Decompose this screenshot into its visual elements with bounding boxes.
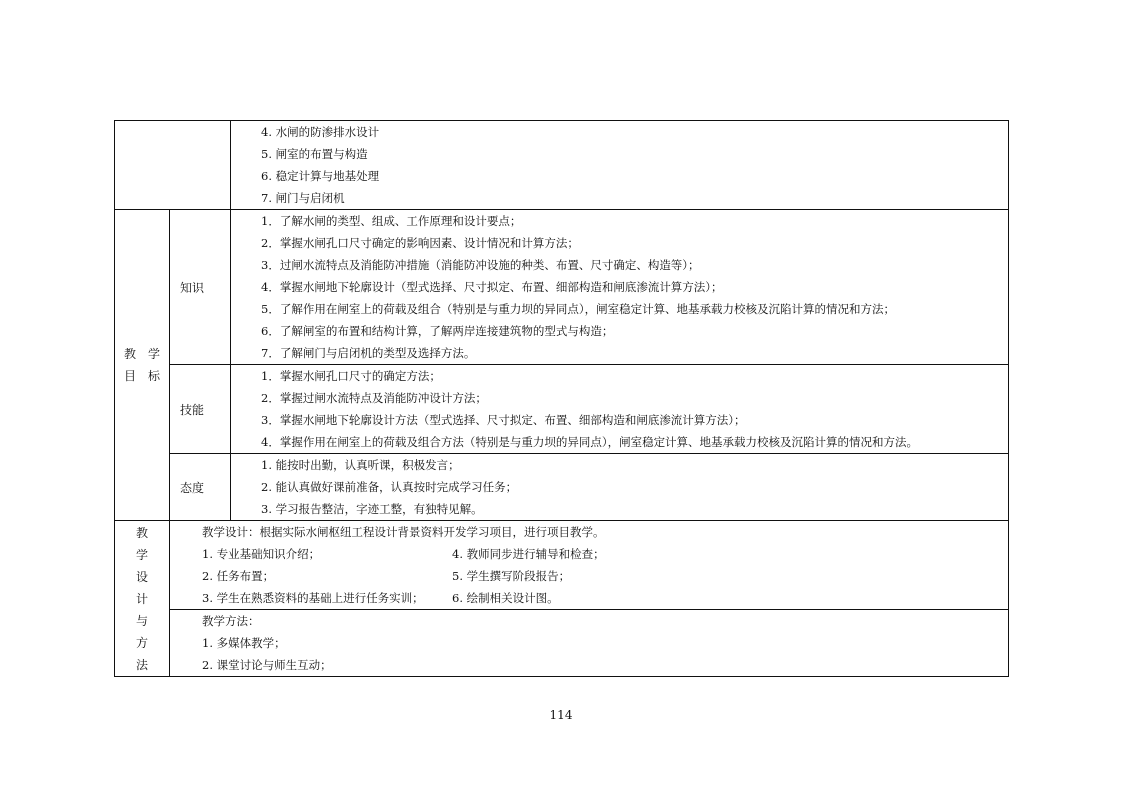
design-step: 4. 教师同步进行辅导和检查； (452, 547, 605, 561)
design-method-label-char: 法 (135, 657, 148, 672)
objectives-label-line: 教 学 (123, 347, 160, 361)
design-method-label-char: 教 (135, 525, 148, 540)
teaching-design-heading: 教学设计：根据实际水闸枢纽工程设计背景资料开发学习项目，进行项目教学。 (202, 525, 605, 539)
knowledge-item: 7．了解闸门与启闭机的类型及选择方法。 (261, 346, 476, 360)
knowledge-item: 4．掌握水闸地下轮廓设计（型式选择、尺寸拟定、布置、细部构造和闸底渗流计算方法）； (261, 280, 723, 294)
design-step: 3. 学生在熟悉资料的基础上进行任务实训； (202, 591, 424, 605)
topic-item: 7. 闸门与启闭机 (261, 191, 345, 205)
objectives-label-cell (115, 210, 170, 521)
skill-item: 1．掌握水闸孔口尺寸的确定方法； (261, 369, 441, 383)
page-number: 114 (549, 708, 573, 722)
teaching-method-cell (170, 610, 1009, 677)
knowledge-item: 6．了解闸室的布置和结构计算，了解两岸连接建筑物的型式与构造； (261, 324, 614, 338)
content-continuation-row (115, 121, 1009, 210)
design-method-label-char: 设 (135, 569, 148, 584)
attitude-items-cell (231, 454, 1009, 521)
topic-item: 5. 闸室的布置与构造 (261, 147, 368, 161)
skill-item: 2．掌握过闸水流特点及消能防冲设计方法； (261, 391, 487, 405)
skill-items-cell (231, 365, 1009, 454)
design-method-label-cell (115, 521, 170, 677)
design-step: 6. 绘制相关设计图。 (452, 591, 559, 605)
attitude-label: 态度 (170, 454, 231, 521)
content-topics-cell (231, 121, 1009, 210)
design-step: 5. 学生撰写阶段报告； (452, 569, 571, 583)
method-item: 1. 多媒体教学； (202, 636, 286, 650)
objectives-attitude-row (115, 454, 1009, 521)
attitude-item: 2. 能认真做好课前准备，认真按时完成学习任务； (261, 480, 518, 494)
design-method-label-char: 方 (135, 635, 148, 650)
design-method-label-char: 与 (135, 613, 148, 628)
method-item: 2. 课堂讨论与师生互动； (202, 658, 332, 672)
knowledge-item: 1．了解水闸的类型、组成、工作原理和设计要点； (261, 214, 522, 228)
teaching-design-row (115, 521, 1009, 610)
attitude-item: 3. 学习报告整洁，字迹工整，有独特见解。 (261, 502, 483, 516)
attitude-item: 1. 能按时出勤，认真听课，积极发言； (261, 458, 460, 472)
design-step: 1. 专业基础知识介绍； (202, 547, 321, 561)
objectives-skill-row (115, 365, 1009, 454)
topic-item: 4. 水闸的防渗排水设计 (261, 125, 380, 139)
objectives-label-line: 目 标 (123, 369, 160, 383)
skill-item: 4．掌握作用在闸室上的荷载及组合方法（特别是与重力坝的异同点），闸室稳定计算、地基承载力校核及沉陷计算的情况和方法。 (261, 435, 919, 449)
knowledge-label: 知识 (170, 210, 231, 365)
teaching-method-row (115, 610, 1009, 677)
knowledge-item: 2．掌握水闸孔口尺寸确定的影响因素、设计情况和计算方法； (261, 236, 579, 250)
skill-item: 3．掌握水闸地下轮廓设计方法（型式选择、尺寸拟定、布置、细部构造和闸底渗流计算方法）； (261, 413, 746, 427)
skill-label: 技能 (170, 365, 231, 454)
syllabus-table (114, 120, 1009, 677)
design-method-label-char: 学 (135, 547, 148, 562)
knowledge-item: 3．过闸水流特点及消能防冲措施（消能防冲设施的种类、布置、尺寸确定、构造等）； (261, 258, 700, 272)
objectives-knowledge-row (115, 210, 1009, 365)
design-step: 2. 任务布置； (202, 569, 275, 583)
teaching-design-cell (170, 521, 1009, 610)
knowledge-item: 5．了解作用在闸室上的荷载及组合（特别是与重力坝的异同点），闸室稳定计算、地基承载力校核及沉陷计算的情况和方法； (261, 302, 896, 316)
topic-item: 6. 稳定计算与地基处理 (261, 169, 380, 183)
knowledge-items-cell (231, 210, 1009, 365)
teaching-method-heading: 教学方法： (202, 614, 260, 628)
empty-label-cell (115, 121, 231, 210)
teaching-design-list (170, 543, 1008, 609)
design-method-label-char: 计 (135, 591, 148, 606)
